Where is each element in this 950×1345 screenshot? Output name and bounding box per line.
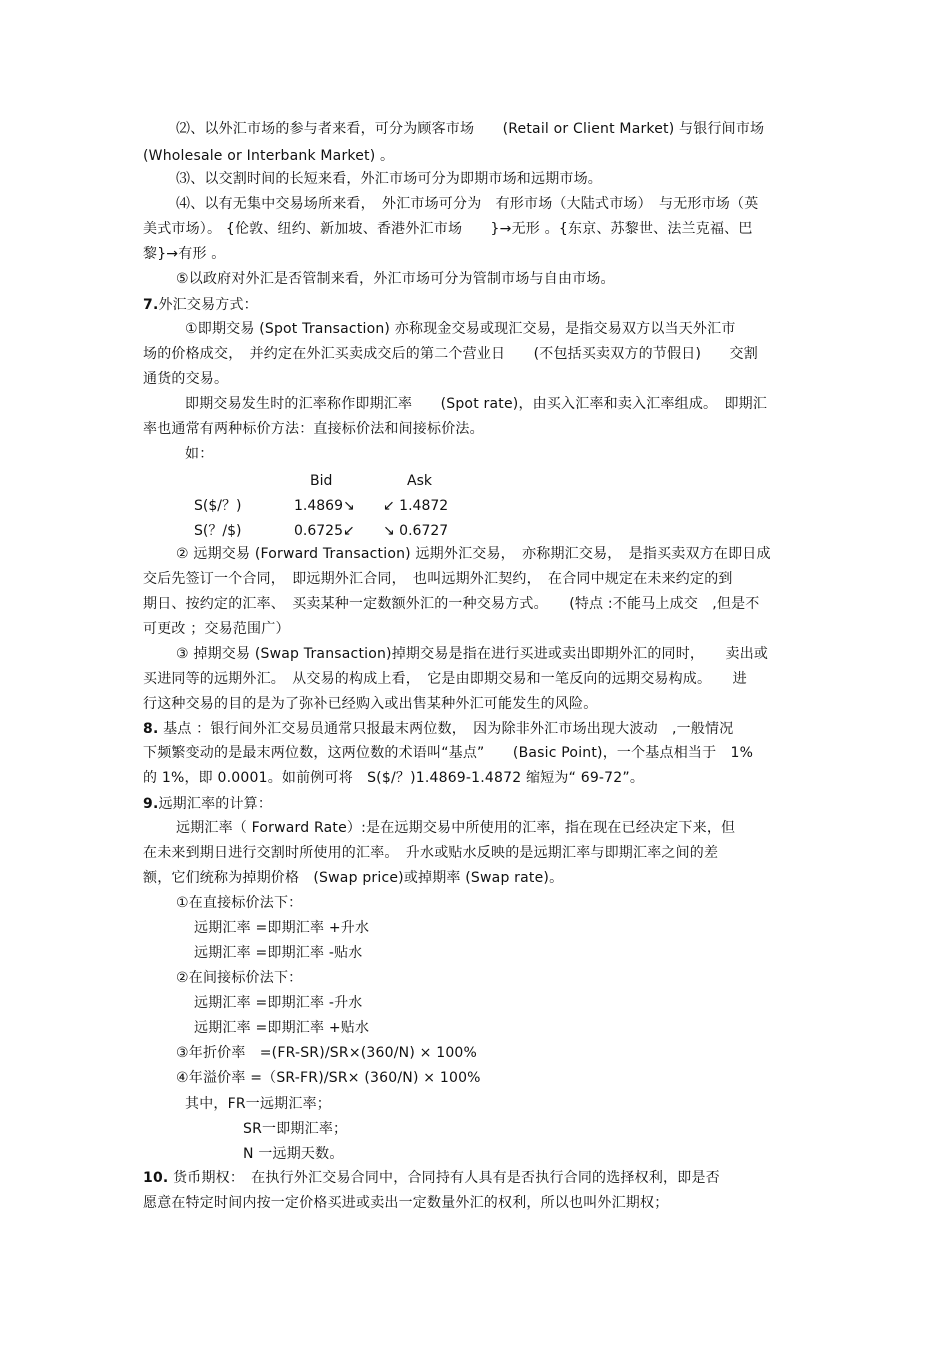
text-line: 可更改 ；交易范围广） — [143, 621, 290, 637]
formula-line: ③年折价率 =(FR-SR)/SR×(360/N) × 100% — [176, 1045, 478, 1061]
section-title: 货币期权： 在执行外汇交易合同中，合同持有人具有是否执行合同的选择权利，即是否 — [173, 1170, 720, 1186]
section-heading — [143, 296, 258, 314]
section-heading — [143, 1169, 720, 1187]
section-number: 7. — [143, 297, 159, 313]
bid-value: 0.6725↙ — [294, 523, 355, 539]
section-title: 远期汇率的计算： — [158, 796, 273, 812]
text-line: 买进同等的远期外汇。 从交易的构成上看， 它是由即期交易和一笔反向的远期交易构成。 进 — [143, 671, 747, 687]
formula-line: 远期汇率 =即期汇率 +贴水 — [194, 1020, 370, 1036]
text-line: 在未来到期日进行交割时所使用的汇率。 升水或贴水反映的是远期汇率与即期汇率之间的差 — [143, 845, 719, 861]
text-line: ②在间接标价法下： — [176, 970, 303, 986]
ask-value: ↙ 1.4872 — [383, 498, 449, 514]
text-line: 其中，FR一远期汇率； — [185, 1096, 331, 1112]
text-line: N 一远期天数。 — [243, 1146, 344, 1162]
text-line: 通货的交易。 — [143, 371, 229, 387]
section-heading — [143, 720, 733, 738]
row-label: S($/？) — [194, 498, 242, 514]
bid-value: 1.4869↘ — [294, 498, 355, 514]
text-line: 愿意在特定时间内按一定价格买进或卖出一定数量外汇的权利，所以也叫外汇期权； — [143, 1195, 669, 1211]
text-line: ⑷、以有无集中交易场所来看， 外汇市场可分为 有形市场（大陆式市场） 与无形市场（英 — [176, 196, 759, 212]
text-line: SR一即期汇率； — [243, 1121, 348, 1137]
text-line: 交后先签订一个合同， 即远期外汇合同， 也叫远期外汇契约， 在合同中规定在未来约定的到 — [143, 571, 733, 587]
col-header-bid: Bid — [310, 473, 333, 489]
text-line: 远期汇率（ Forward Rate）:是在远期交易中所使用的汇率，指在现在已经决定下来，但 — [176, 820, 736, 836]
text-line: ② 远期交易 (Forward Transaction) 远期外汇交易， 亦称期汇交易， 是指买卖双方在即日成 — [176, 546, 771, 562]
section-heading — [143, 795, 272, 813]
text-line: 场的价格成交， 并约定在外汇买卖成交后的第二个营业日 (不包括买卖双方的节假日) 交割 — [143, 346, 758, 362]
section-title: 外汇交易方式： — [158, 297, 258, 313]
text-line: ③ 掉期交易 (Swap Transaction)掉期交易是指在进行买进或卖出即期外汇的同时， 卖出或 — [176, 646, 769, 662]
section-title: 基点 ：银行间外汇交易员通常只报最末两位数， 因为除非外汇市场出现大波动 ,一般情况 — [163, 721, 734, 737]
text-line: ⑵、以外汇市场的参与者来看，可分为顾客市场 (Retail or Client Market) 与银行间市场 — [176, 121, 765, 137]
text-line: 的 1%，即 0.0001。如前例可将 S($/？)1.4869-1.4872 缩短为“ 69-72”。 — [143, 770, 645, 786]
section-number: 8. — [143, 721, 159, 737]
formula-line: ④年溢价率 =（SR-FR)/SR× (360/N) × 100% — [176, 1070, 481, 1086]
text-line: 下频繁变动的是最末两位数，这两位数的术语叫“基点” (Basic Point)，一个基点相当于 1% — [143, 745, 754, 761]
text-line: ⑤以政府对外汇是否管制来看，外汇市场可分为管制市场与自由市场。 — [176, 271, 615, 287]
section-number: 9. — [143, 796, 159, 812]
text-line: 黎}→有形 。 — [143, 246, 226, 262]
text-line: 美式市场）。 {伦敦、纽约、新加坡、香港外汇市场 }→无形 。{东京、苏黎世、法兰克福、巴 — [143, 221, 753, 237]
text-line: 额，它们统称为掉期价格 (Swap price)或掉期率 (Swap rate)。 — [143, 870, 564, 886]
text-line: 如： — [185, 446, 214, 462]
col-header-ask: Ask — [407, 473, 432, 489]
formula-line: 远期汇率 =即期汇率 -升水 — [194, 995, 363, 1011]
text-line: (Wholesale or Interbank Market) 。 — [143, 148, 395, 164]
text-line: 期日、按约定的汇率、 买卖某种一定数额外汇的一种交易方式。 (特点 :不能马上成交 ,但是不 — [143, 596, 760, 612]
text-line: 行这种交易的目的是为了弥补已经购入或出售某种外汇可能发生的风险。 — [143, 696, 598, 712]
text-line: ①在直接标价法下： — [176, 895, 303, 911]
section-number: 10. — [143, 1170, 169, 1186]
formula-line: 远期汇率 =即期汇率 +升水 — [194, 920, 370, 936]
text-line: 率也通常有两种标价方法：直接标价法和间接标价法。 — [143, 421, 484, 437]
row-label: S(？/$) — [194, 523, 242, 539]
text-line: 即期交易发生时的汇率称作即期汇率 (Spot rate)，由买入汇率和卖入汇率组成。 即期汇 — [185, 396, 768, 412]
text-line: ①即期交易 (Spot Transaction) 亦称现金交易或现汇交易，是指交易双方以当天外汇市 — [185, 321, 736, 337]
ask-value: ↘ 0.6727 — [383, 523, 449, 539]
text-line: ⑶、以交割时间的长短来看，外汇市场可分为即期市场和远期市场。 — [176, 171, 602, 187]
formula-line: 远期汇率 =即期汇率 -贴水 — [194, 945, 363, 961]
